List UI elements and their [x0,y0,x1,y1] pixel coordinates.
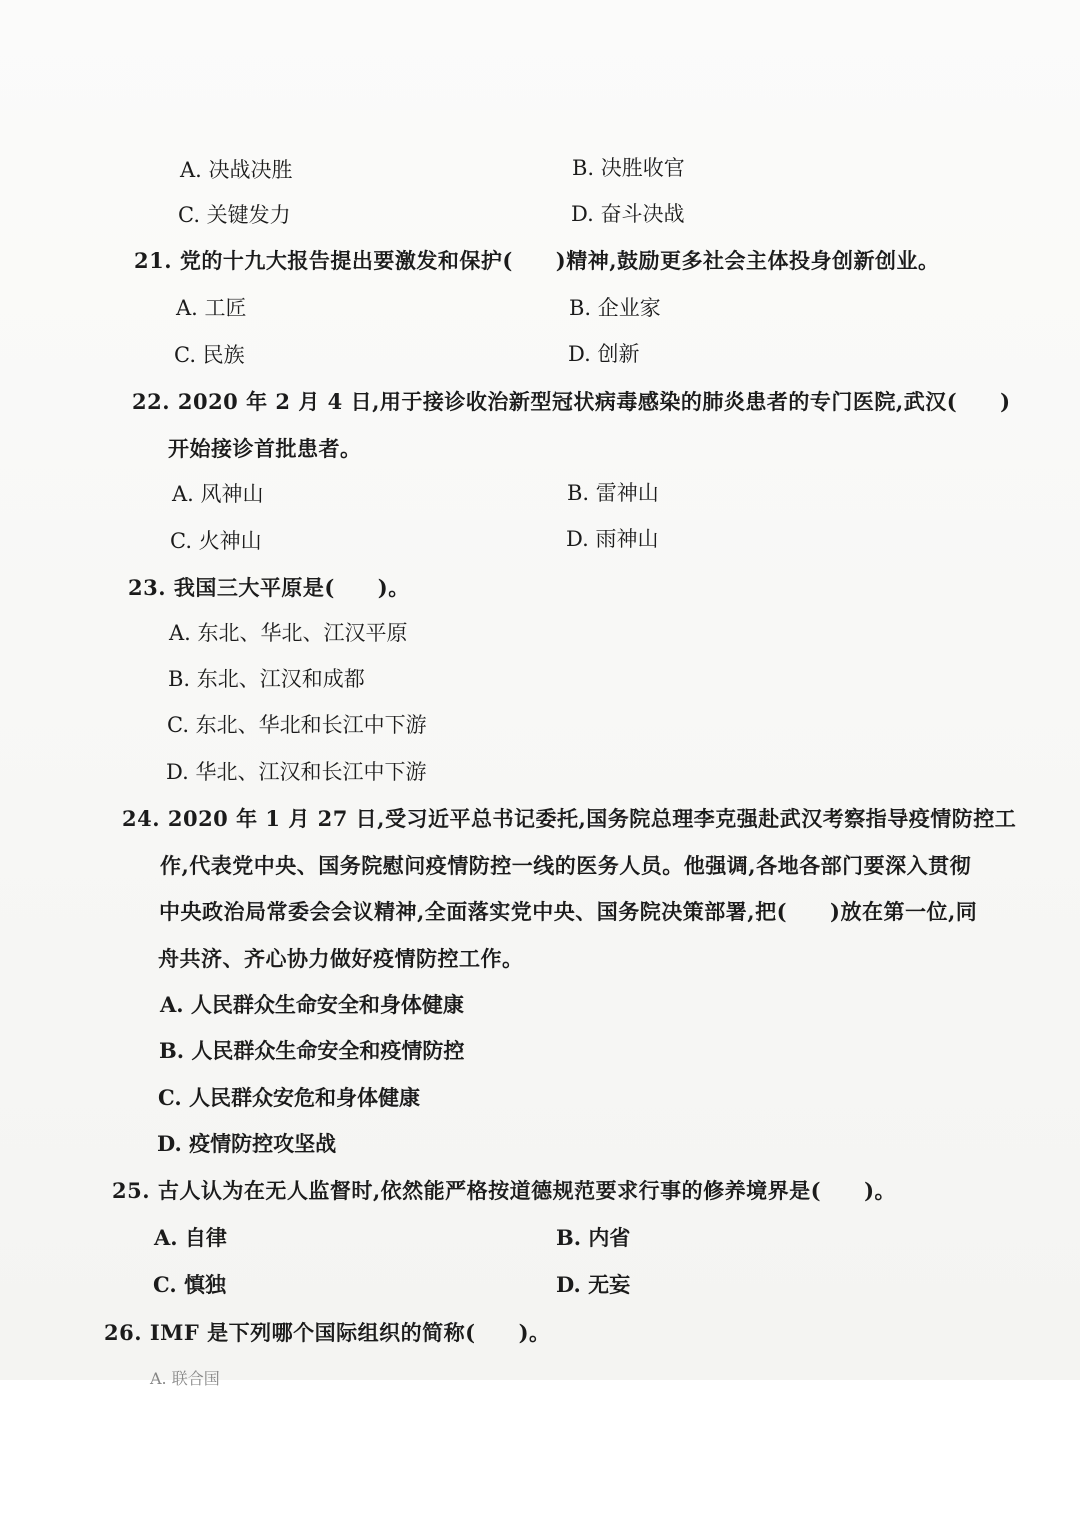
q21-option-b: B. 企业家 [569,296,661,320]
q24-option-d: D. 疫情防控攻坚战 [157,1131,337,1156]
q22-option-b: B. 雷神山 [567,481,659,505]
q20-option-a: A. 决战决胜 [180,158,293,182]
q26-option-a-cut-off: A. 联合国 [150,1369,220,1388]
q20-option-b: B. 决胜收官 [572,156,685,180]
q23-option-d: D. 华北、江汉和长江中下游 [166,760,427,784]
q25-option-c: C. 慎独 [153,1272,226,1297]
q22-option-a: A. 风神山 [172,482,264,506]
q25-stem: 25. 古人认为在无人监督时,依然能严格按道德规范要求行事的修养境界是( )。 [112,1178,897,1203]
q23-option-a: A. 东北、华北、江汉平原 [169,621,408,645]
q20-option-d: D. 奋斗决战 [571,202,685,226]
q25-option-d: D. 无妄 [556,1272,631,1297]
q21-option-d: D. 创新 [568,342,640,366]
q21-option-c: C. 民族 [174,343,245,367]
q22-stem-line2: 开始接诊首批患者。 [168,436,362,461]
q22-stem-line1: 22. 2020 年 2 月 4 日,用于接诊收治新型冠状病毒感染的肺炎患者的专门医院,武汉( ) [132,389,1011,414]
q24-stem-line3: 中央政治局常委会会议精神,全面落实党中央、国务院决策部署,把( )放在第一位,同 [159,899,978,924]
q25-option-b: B. 内省 [556,1225,631,1250]
q24-stem-line1: 24. 2020 年 1 月 27 日,受习近平总书记委托,国务院总理李克强赴武汉考察指导疫情防控工 [122,806,1017,831]
q22-option-d: D. 雨神山 [566,527,659,551]
q24-option-a: A. 人民群众生命安全和身体健康 [160,992,464,1017]
q24-stem-line2: 作,代表党中央、国务院慰问疫情防控一线的医务人员。他强调,各地各部门要深入贯彻 [160,853,972,878]
q23-stem: 23. 我国三大平原是( )。 [128,575,410,600]
q20-option-c: C. 关键发力 [178,203,291,227]
q26-stem: 26. IMF 是下列哪个国际组织的简称( )。 [104,1320,551,1345]
q21-stem: 21. 党的十九大报告提出要激发和保护( )精神,鼓励更多社会主体投身创新创业。 [134,248,940,273]
q21-option-a: A. 工匠 [176,296,247,320]
q23-option-c: C. 东北、华北和长江中下游 [167,713,427,737]
q24-option-b: B. 人民群众生命安全和疫情防控 [159,1038,465,1063]
q23-option-b: B. 东北、江汉和成都 [168,667,365,691]
q22-option-c: C. 火神山 [170,529,262,553]
q24-stem-line4: 舟共济、齐心协力做好疫情防控工作。 [158,946,524,971]
q25-option-a: A. 自律 [154,1225,227,1250]
q24-option-c: C. 人民群众安危和身体健康 [158,1085,420,1110]
